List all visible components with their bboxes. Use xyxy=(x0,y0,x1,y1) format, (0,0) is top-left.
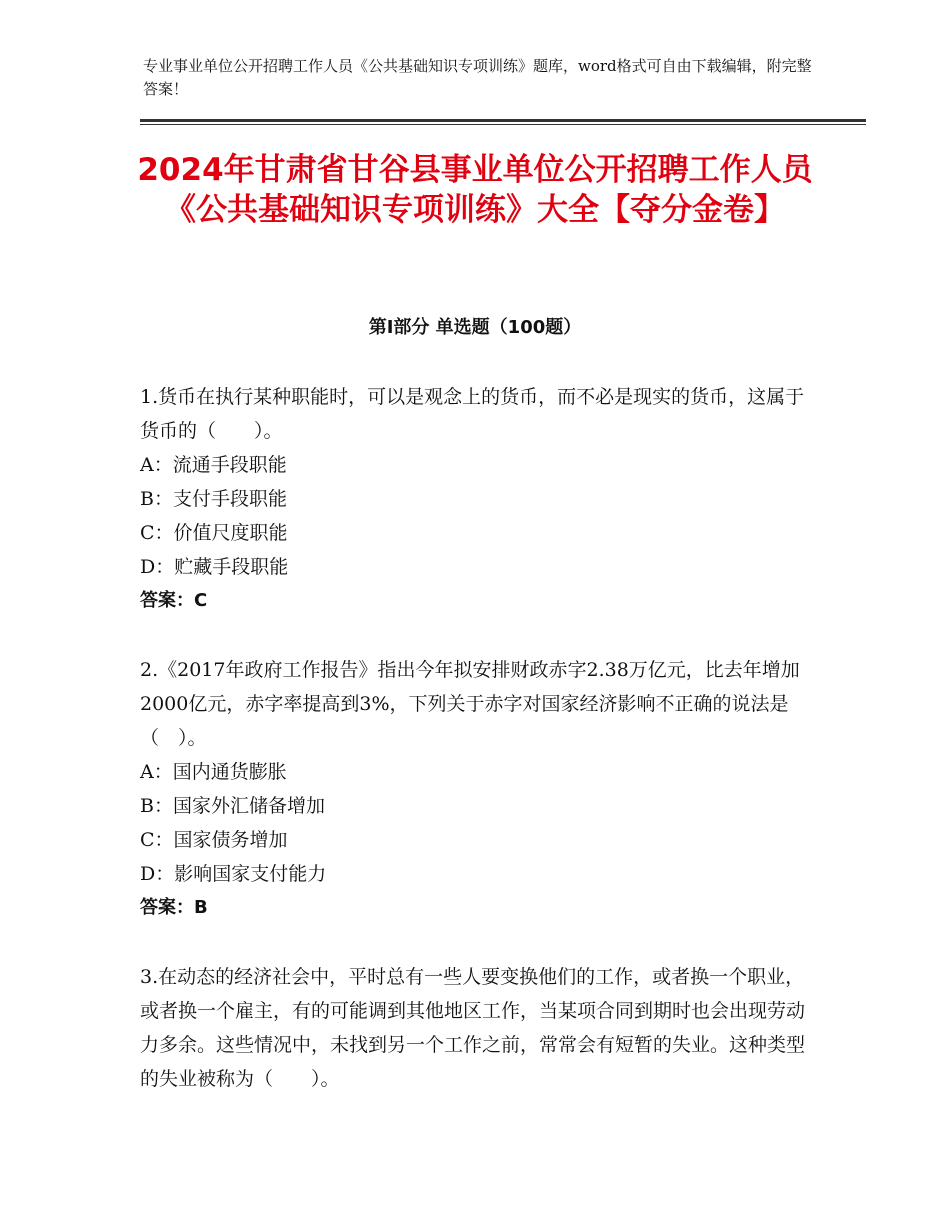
question-stem: 1.货币在执行某种职能时，可以是观念上的货币，而不必是现实的货币，这属于货币的（ ）。 xyxy=(140,386,805,442)
header-rule-thin xyxy=(140,124,866,125)
option-a: A：国内通货膨胀 xyxy=(140,761,287,783)
header-rule-thick xyxy=(140,119,866,122)
option-c: C：价值尺度职能 xyxy=(140,522,288,544)
section-title: 第Ⅰ部分 单选题（100题） xyxy=(368,317,582,338)
question-1 xyxy=(140,380,808,618)
question-stem: 2.《2017年政府工作报告》指出今年拟安排财政赤字2.38万亿元，比去年增加2000亿元，赤字率提高到3%，下列关于赤字对国家经济影响不正确的说法是（ ）。 xyxy=(140,659,800,749)
option-b: B：国家外汇储备增加 xyxy=(140,795,325,817)
header-note: 专业事业单位公开招聘工作人员《公共基础知识专项训练》题库，word格式可自由下载编辑，附完整答案！ xyxy=(143,57,812,98)
answer-line: 答案：B xyxy=(140,897,208,918)
option-d: D：影响国家支付能力 xyxy=(140,863,327,885)
answer-line: 答案：C xyxy=(140,590,208,611)
question-3 xyxy=(140,960,808,1096)
option-a: A：流通手段职能 xyxy=(140,454,287,476)
option-d: D：贮藏手段职能 xyxy=(140,556,289,578)
question-stem: 3.在动态的经济社会中，平时总有一些人要变换他们的工作，或者换一个职业，或者换一个雇主，有的可能调到其他地区工作，当某项合同到期时也会出现劳动力多余。这些情况中，未找到另一个工作之前，常常会有短暂的失业。这种类型的失业被称为（ ）。 xyxy=(140,966,806,1090)
question-2 xyxy=(140,653,808,925)
document-title: 2024年甘肃省甘谷县事业单位公开招聘工作人员《公共基础知识专项训练》大全【夺分金卷】 xyxy=(137,152,813,228)
option-b: B：支付手段职能 xyxy=(140,488,287,510)
option-c: C：国家债务增加 xyxy=(140,829,288,851)
